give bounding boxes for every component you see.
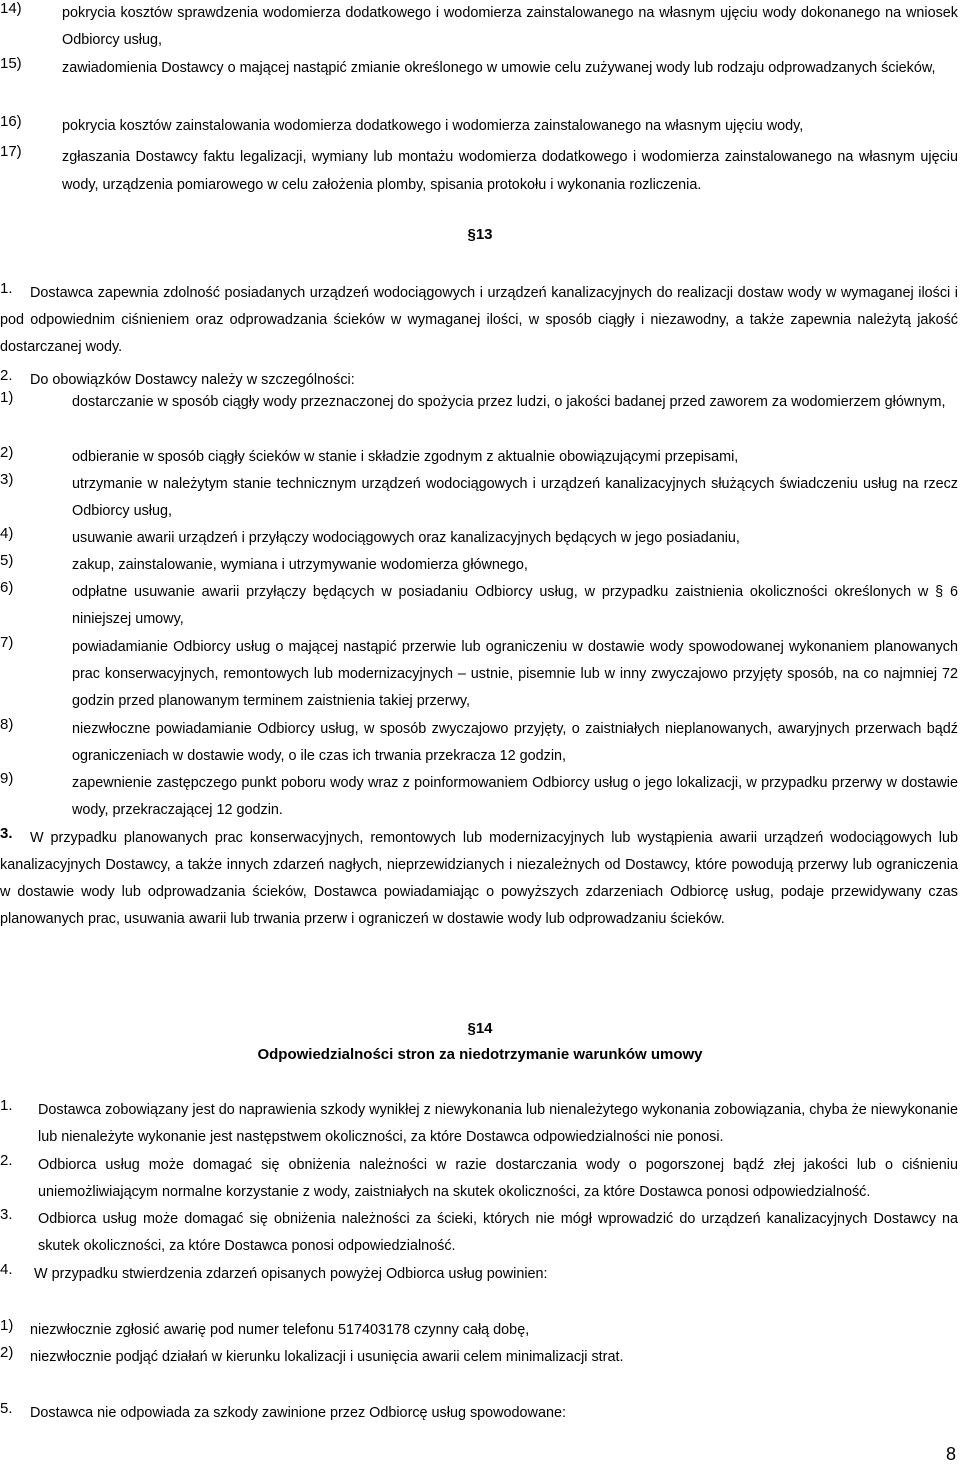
duty-text: utrzymanie w należytym stanie technicznym urządzeń wodociągowych i urządzeń kanalizacyjnych służących świadczeniu usług na rzecz Odbiorcy usług, (72, 476, 958, 519)
page-number: 8 (945, 1444, 956, 1464)
point-number: 1. (0, 1097, 13, 1114)
section-13-heading: §13 (467, 226, 493, 243)
point-text: Odbiorca usług może domagać się obniżenia należności w razie dostarczania wody o pogorszonej bądź złej jakości lub o ciśnieniu uniemożliwiającym normalne korzystanie z wody, zaistniałych na skutek okoliczności, za które Dostawca ponosi odpowiedzialność. (38, 1157, 958, 1200)
duty-number: 2) (0, 444, 14, 461)
list-text: pokrycia kosztów sprawdzenia wodomierza dodatkowego i wodomierza zainstalowanego na własnym ujęciu wody dokonanego na wniosek Odbiorcy usług, (62, 5, 958, 48)
sub-text-content: niezwłocznie zgłosić awarię pod numer telefonu 517403178 czynny całą dobę, (30, 1322, 530, 1338)
list-text: zgłaszania Dostawcy faktu legalizacji, wymiany lub montażu wodomierza dodatkowego i wodomierza zainstalowanego na własnym ujęciu wody, urządzenia pomiarowego w celu założenia plomby, spisania protokołu i wykonania rozliczenia. (62, 149, 958, 193)
duty-text: powiadamianie Odbiorcy usług o mającej nastąpić przerwie lub ograniczeniu w dostawie wody spowodowanej wykonaniem planowanych prac konserwacyjnych, remontowych lub modernizacyjnych – ustnie, pisemnie lub w inny zwyczajowo przyjęty sposób, na co najmniej 72 godzin przed planowanym terminem zaistnienia takiej przerwy, (72, 639, 958, 709)
duty-number: 8) (0, 716, 14, 733)
duty-text: odbieranie w sposób ciągły ścieków w stanie i składzie zgodnym z aktualnie obowiązującymi przepisami, (72, 449, 739, 465)
point-number: 5. (0, 1400, 13, 1417)
point-text: Dostawca nie odpowiada za szkody zawinione przez Odbiorcę usług spowodowane: (30, 1405, 566, 1421)
point-number: 4. (0, 1261, 13, 1278)
paragraph-text: W przypadku planowanych prac konserwacyjnych, remontowych lub modernizacyjnych lub wystąpienia awarii urządzeń wodociągowych lub kanalizacyjnych Dostawcy, a także innych zdarzeń nagłych, nieprzewidzianych i niezależnych od Dostawcy, które powodują przerwy lub ograniczenia w dostawie wody lub odprowadzania ścieków, Dostawca powiadamiając o powyższych zdarzeniach Odbiorcę usług, podaje przewidywany czas planowanych prac, usuwania awarii lub trwania przerw i ograniczeń w dostawie wody lub odprowadzaniu ścieków. (0, 830, 958, 927)
section-14-title: Odpowiedzialności stron za niedotrzymanie warunków umowy (257, 1046, 703, 1063)
duty-text: zakup, zainstalowanie, wymiana i utrzymywanie wodomierza głównego, (72, 557, 528, 573)
duty-text: usuwanie awarii urządzeń i przyłączy wodociągowych oraz kanalizacyjnych będących w jego posiadaniu, (72, 530, 740, 546)
duty-number: 3) (0, 471, 14, 488)
point-text: W przypadku stwierdzenia zdarzeń opisanych powyżej Odbiorca usług powinien: (34, 1266, 548, 1282)
duty-number: 6) (0, 579, 14, 596)
point-text: Odbiorca usług może domagać się obniżenia należności za ścieki, których nie mógł wprowadzić do urządzeń kanalizacyjnych Dostawcy na skutek okoliczności, za które Dostawca ponosi odpowiedzialność. (38, 1211, 958, 1254)
sub-number: 1) (0, 1317, 14, 1334)
section-14-heading: §14 (467, 1020, 493, 1037)
duty-text: zapewnienie zastępczego punkt poboru wody wraz z poinformowaniem Odbiorcy usług o jego lokalizacji, w przypadku przerwy w dostawie wody, przekraczającej 12 godzin. (72, 775, 958, 818)
sub-text (30, 1317, 958, 1344)
duty-number: 5) (0, 552, 14, 569)
duty-number: 9) (0, 770, 14, 787)
list-number: 16) (0, 113, 22, 130)
point-number: 3. (0, 1206, 13, 1223)
list-number: 17) (0, 143, 22, 160)
duty-text: niezwłoczne powiadamianie Odbiorcy usług, w sposób zwyczajowo przyjęty, o zaistniałych nieplanowanych, awaryjnych przerwach bądź ograniczeniach w dostawie wody, o ile czas ich trwania przekracza 12 godzin, (72, 721, 958, 764)
list-text: pokrycia kosztów zainstalowania wodomierza dodatkowego i wodomierza zainstalowanego na własnym ujęciu wody, (62, 118, 804, 134)
duty-number: 1) (0, 389, 14, 406)
duty-number: 7) (0, 634, 14, 651)
paragraph-number: 2. (0, 367, 13, 384)
paragraph-number: 3. (0, 825, 13, 842)
point-text: Dostawca zobowiązany jest do naprawienia szkody wynikłej z niewykonania lub nienależytego wykonania zobowiązania, chyba że niewykonanie lub nienależyte wykonanie jest następstwem okoliczności, za które Dostawca odpowiedzialności nie ponosi. (38, 1102, 958, 1145)
sub-number: 2) (0, 1344, 14, 1361)
sub-text: niezwłocznie podjąć działań w kierunku lokalizacji i usunięcia awarii celem minimalizacji strat. (30, 1349, 624, 1365)
list-text: zawiadomienia Dostawcy o mającej nastąpić zmianie określonego w umowie celu zużywanej wody lub rodzaju odprowadzanych ścieków, (62, 60, 936, 76)
paragraph-number: 1. (0, 280, 13, 297)
list-number: 14) (0, 0, 22, 17)
duty-text: odpłatne usuwanie awarii przyłączy będących w posiadaniu Odbiorcy usług, w przypadku zaistnienia okoliczności określonych w § 6 niniejszej umowy, (72, 584, 958, 627)
point-number: 2. (0, 1152, 13, 1169)
list-number: 15) (0, 55, 22, 72)
paragraph-text: Dostawca zapewnia zdolność posiadanych urządzeń wodociągowych i urządzeń kanalizacyjnych do realizacji dostaw wody w wymaganej ilości i pod odpowiednim ciśnieniem oraz odprowadzania ścieków w wymaganej ilości, w sposób ciągły i niezawodny, a także zapewnia należytą jakość dostarczanej wody. (0, 285, 958, 355)
paragraph-text: Do obowiązków Dostawcy należy w szczególności: (30, 372, 355, 388)
duty-number: 4) (0, 525, 14, 542)
duty-text: dostarczanie w sposób ciągły wody przeznaczonej do spożycia przez ludzi, o jakości badanej przed zaworem za wodomierzem głównym, (72, 394, 946, 410)
